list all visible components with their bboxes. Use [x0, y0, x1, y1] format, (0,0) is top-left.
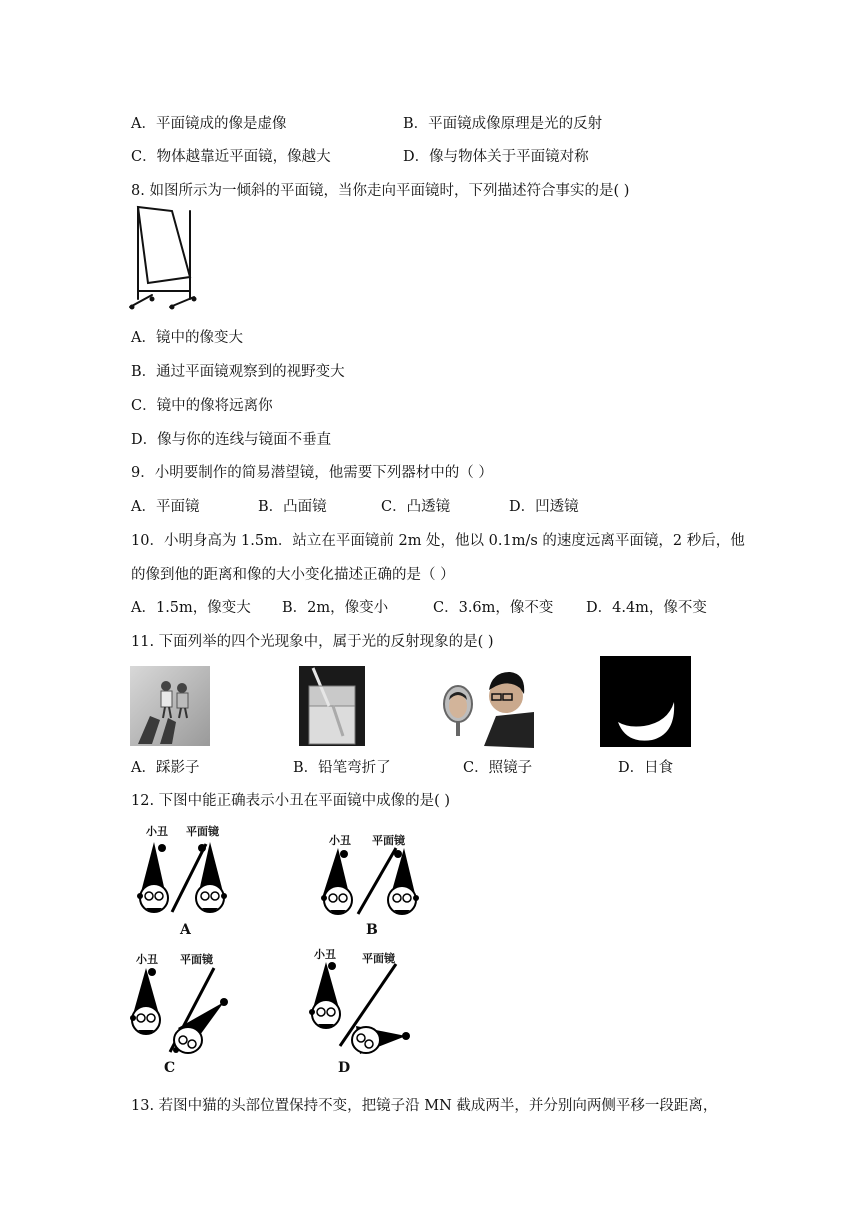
clown-figure-c	[128, 964, 232, 1058]
q13-stem: 13. 若图中猫的头部位置保持不变，把镜子沿 MN 截成两半，并分别向两侧平移一段距离，	[131, 1098, 718, 1114]
q7-option-d: D．像与物体关于平面镜对称	[403, 149, 589, 165]
mirror-label-a: 平面镜	[186, 825, 219, 838]
mirror-label-b: 平面镜	[372, 834, 405, 847]
q9-stem: 9．小明要制作的简易潜望镜，他需要下列器材中的（ ）	[131, 465, 493, 481]
clown-figure-d	[306, 958, 412, 1058]
q7-option-b: B．平面镜成像原理是光的反射	[403, 116, 603, 132]
q11-option-b: B．铅笔弯折了	[293, 760, 391, 776]
q7-option-c: C．物体越靠近平面镜，像越大	[131, 149, 331, 165]
mirror-label-c: 平面镜	[180, 953, 213, 966]
figure-caption-a: A	[180, 922, 191, 938]
clown-label-a: 小丑	[146, 825, 168, 838]
q10-stem-line2: 的像到他的距离和像的大小变化描述正确的是（ ）	[131, 567, 455, 583]
man-with-mirror-photo	[440, 660, 534, 748]
q8-option-b: B．通过平面镜观察到的视野变大	[131, 364, 345, 380]
q9-option-a: A．平面镜	[131, 499, 200, 515]
figure-caption-b: B	[366, 922, 378, 938]
q8-stem: 8. 如图所示为一倾斜的平面镜，当你走向平面镜时，下列描述符合事实的是( )	[131, 183, 630, 199]
q11-option-a: A．踩影子	[131, 760, 200, 776]
q11-option-c: C．照镜子	[463, 760, 533, 776]
figure-caption-c: C	[164, 1060, 176, 1076]
q11-stem: 11. 下面列举的四个光现象中，属于光的反射现象的是( )	[131, 634, 494, 650]
q11-option-d: D．日食	[618, 760, 674, 776]
clown-figure-a	[132, 838, 232, 918]
q10-option-a: A．1.5m，像变大	[131, 600, 251, 616]
figure-caption-d: D	[338, 1060, 351, 1076]
clown-label-b: 小丑	[329, 834, 351, 847]
mirror-label-d: 平面镜	[362, 952, 395, 965]
q10-option-c: C．3.6m，像不变	[433, 600, 554, 616]
solar-eclipse-photo	[600, 656, 691, 747]
q10-stem-line1: 10．小明身高为 1.5m．站立在平面镜前 2m 处，他以 0.1m/s 的速度远离平面镜，2 秒后，他	[131, 533, 745, 549]
tilted-mirror-figure	[128, 203, 200, 315]
q8-option-a: A．镜中的像变大	[131, 330, 243, 346]
q9-option-b: B．凸面镜	[258, 499, 327, 515]
q8-option-c: C．镜中的像将远离你	[131, 398, 273, 414]
q10-option-d: D．4.4m，像不变	[586, 600, 707, 616]
clown-figure-b	[318, 846, 422, 920]
q12-stem: 12. 下图中能正确表示小丑在平面镜中成像的是( )	[131, 793, 451, 809]
clown-label-d: 小丑	[314, 948, 336, 961]
pencil-in-water-photo	[299, 666, 365, 746]
shadow-photo	[130, 666, 210, 746]
q8-option-d: D．像与你的连线与镜面不垂直	[131, 432, 332, 448]
clown-label-c: 小丑	[136, 953, 158, 966]
q10-option-b: B．2m，像变小	[282, 600, 389, 616]
q7-option-a: A．平面镜成的像是虚像	[131, 116, 287, 132]
q9-option-d: D．凹透镜	[509, 499, 579, 515]
q9-option-c: C．凸透镜	[381, 499, 451, 515]
